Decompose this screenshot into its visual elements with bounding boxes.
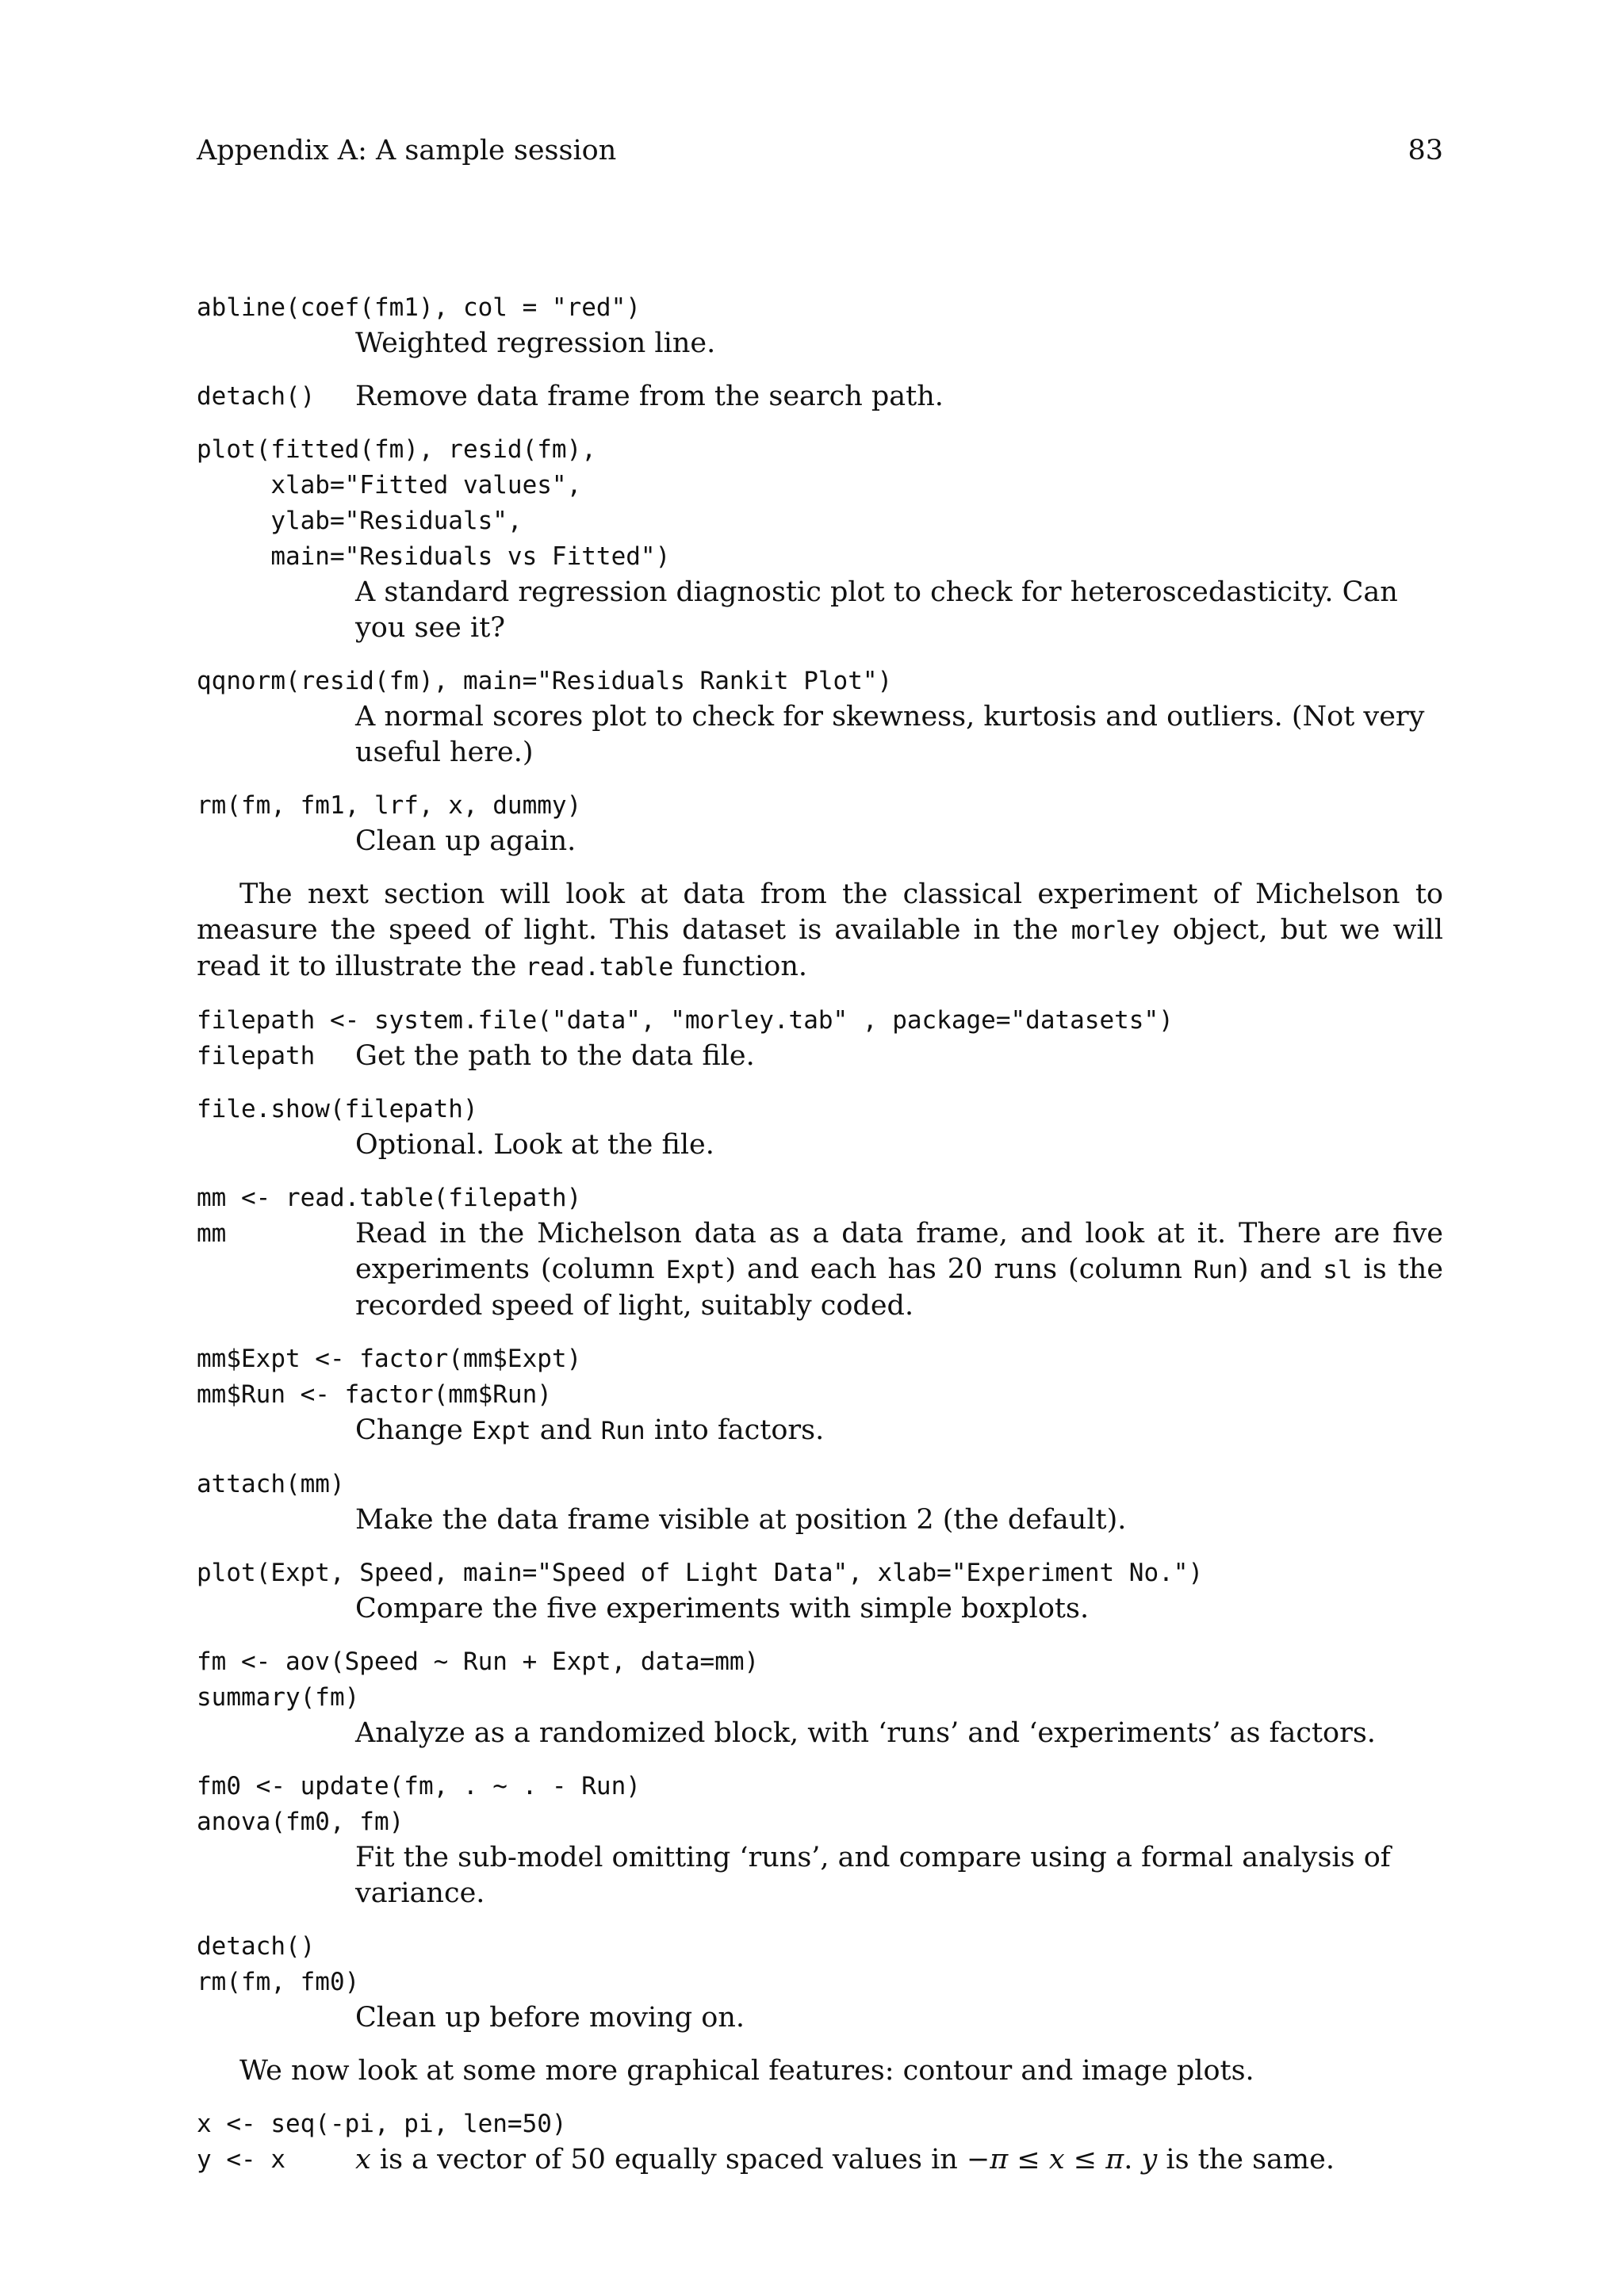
description-text: is the recorded speed of light, suitably coded. [355,1253,1443,1322]
code-block: detach() rm(fm, fm0) [197,1932,360,1996]
description: A standard regression diagnostic plot to check for heteroscedasticity. Can you see it? [355,576,1398,644]
entry-file-show [197,1092,1443,1163]
inline-code: sl [1323,1256,1353,1284]
code-line: x <- seq(-pi, pi, len=50) [197,2110,567,2138]
code-block: fm <- aov(Speed ~ Run + Expt, data=mm) summary(fm) [197,1647,760,1712]
entry-cleanup [197,1929,1443,2036]
description: Optional. Look at the file. [355,1129,714,1161]
entry-abline [197,290,1443,362]
code-line: mm <- read.table(filepath) [197,1184,582,1212]
description-text: ) and [1237,1253,1323,1285]
code-line: filepath <- system.file("data", "morley.tab" , package="datasets") [197,1006,1174,1035]
entry-aov [197,1644,1443,1751]
page-number: 83 [1408,135,1443,166]
description-text: into factors. [645,1414,825,1446]
description-text: is the same. [1157,2144,1335,2175]
entry-detach [197,379,1443,415]
code-label: mm [197,1219,227,1248]
description: Clean up before moving on. [355,2002,745,2034]
inline-code: Expt [471,1417,531,1445]
running-title: Appendix A: A sample session [197,135,617,166]
description: Compare the five experiments with simple boxplots. [355,1593,1090,1624]
description-text: . [1124,2144,1142,2175]
math-symbol: y [1141,2144,1158,2175]
description: Fit the sub-model omitting ‘runs’, and compare using a formal analysis of variance. [355,1842,1391,1909]
page-content [197,290,1443,2195]
description-text: Change [355,1414,472,1446]
description-text: is a vector of 50 equally spaced values in [370,2144,967,2175]
code-line: plot(Expt, Speed, main="Speed of Light Data", xlab="Experiment No.") [197,1559,1204,1587]
description: Clean up again. [355,825,576,857]
description [355,1413,1443,1449]
inline-code: morley [1071,916,1160,945]
math-symbol: x [355,2144,371,2175]
entry-plot-residuals [197,432,1443,646]
inline-code: Expt [665,1256,726,1284]
code-line: abline(coef(fm1), col = "red") [197,293,641,322]
code-block: fm0 <- update(fm, . ~ . - Run) anova(fm0, fm) [197,1772,641,1836]
entry-rm [197,788,1443,859]
entry-plot-speed [197,1556,1443,1627]
paragraph-text: The next section will look at data from the classical experiment of Michelson to measure the speed of light. This dataset is available in the [197,878,1443,946]
math-expression: −π ≤ x ≤ π [966,2144,1124,2175]
inline-code: Run [1193,1256,1238,1284]
code-label: y <- x [197,2145,285,2174]
code-line: rm(fm, fm1, lrf, x, dummy) [197,791,582,820]
description: Get the path to the data file. [355,1040,755,1072]
entry-qqnorm [197,664,1443,771]
description: Analyze as a randomized block, with ‘runs’ and ‘experiments’ as factors. [355,1717,1376,1749]
paragraph-michelson [197,877,1443,985]
page-header [197,132,1443,170]
entry-update-anova [197,1769,1443,1911]
paragraph-text: function. [673,951,807,982]
description: Remove data frame from the search path. [355,381,944,412]
description: A normal scores plot to check for skewness, kurtosis and outliers. (Not very useful here.) [355,701,1425,768]
code-block: plot(fitted(fm), resid(fm), xlab="Fitted values", ylab="Residuals", main="Residuals vs Fitted") [197,435,671,571]
entry-filepath [197,1003,1443,1074]
paragraph-graphical: We now look at some more graphical features: contour and image plots. [239,2055,1254,2087]
description-text: and [530,1414,601,1446]
inline-code: read.table [525,953,674,982]
code-line: attach(mm) [197,1470,345,1498]
description [355,1216,1443,1324]
code-line: qqnorm(resid(fm), main="Residuals Rankit Plot") [197,667,893,695]
entry-factor [197,1341,1443,1449]
paragraph-text: object, but we will read it to illustrate the [197,914,1443,982]
entry-attach [197,1467,1443,1538]
description-text: Read in the Michelson data as a data frame, and look at it. There are five experiments (column [355,1218,1443,1285]
description-text: ) and each has 20 runs (column [725,1253,1193,1285]
description: Make the data frame visible at position 2 (the default). [355,1504,1127,1536]
entry-seq [197,2107,1443,2178]
entry-read-table [197,1181,1443,1324]
code-block: mm$Expt <- factor(mm$Expt) mm$Run <- factor(mm$Run) [197,1345,582,1409]
description [355,2142,1443,2178]
code-label: filepath [197,1042,316,1070]
code-line: file.show(filepath) [197,1095,478,1123]
code-label: detach() [197,382,316,411]
inline-code: Run [600,1417,645,1445]
description: Weighted regression line. [355,327,716,359]
